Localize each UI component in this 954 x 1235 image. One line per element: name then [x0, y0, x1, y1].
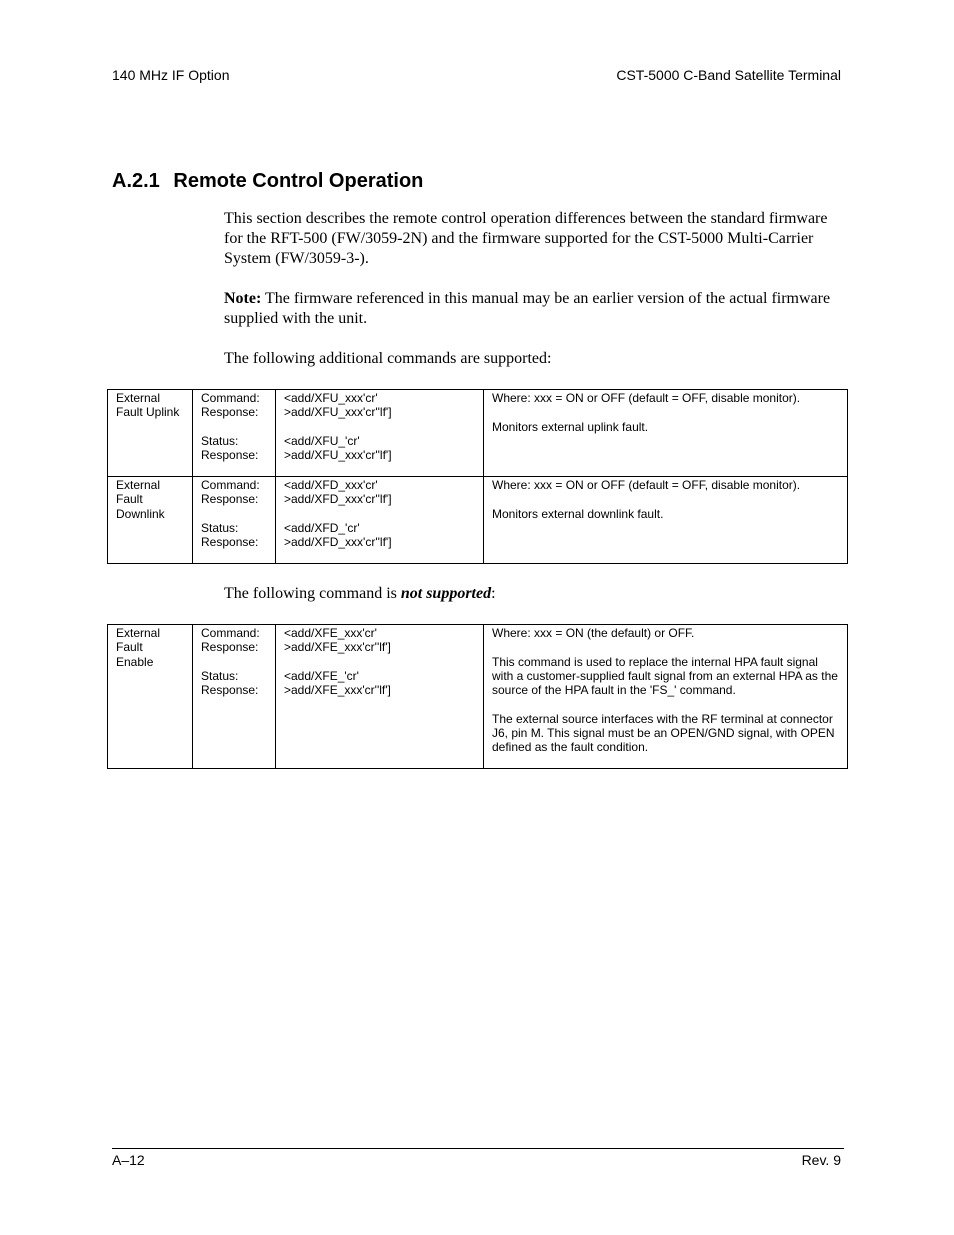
cell-text — [201, 507, 267, 521]
cell-text: >add/XFU_xxx'cr''lf'] — [284, 448, 392, 463]
cell-text: Monitors external downlink fault. — [492, 506, 664, 521]
cell-text: <add/XFE_'cr' — [284, 668, 359, 683]
unsupported-intro-suffix: : — [491, 585, 496, 602]
cell-text: Where: xxx = ON or OFF (default = OFF, disable monitor). — [492, 391, 801, 405]
cell-text: Response: — [201, 683, 259, 698]
cell-text — [201, 655, 267, 669]
cell-text: Status: — [201, 668, 239, 683]
cell-text: >add/XFU_xxx'cr''lf'] — [284, 405, 392, 420]
cell-text — [284, 655, 475, 669]
unsupported-commands-table — [107, 624, 848, 769]
cell-text: The external source interfaces with the RF terminal at connector J6, pin M. This signal must be an OPEN/GND signal, with OPEN defined as the fault condition. — [492, 711, 835, 755]
cell-text — [492, 640, 839, 654]
command-row — [108, 390, 848, 477]
running-header-right: CST-5000 C-Band Satellite Terminal — [616, 67, 841, 83]
cell-text: <add/XFU_xxx'cr' — [284, 391, 378, 405]
cell-text: Command: — [201, 478, 260, 492]
command-name-cell — [108, 477, 193, 564]
command-row — [108, 477, 848, 564]
cell-text — [492, 697, 839, 711]
command-syntax-cell — [276, 625, 484, 769]
note-label: Note: — [224, 290, 262, 307]
cell-text: Response: — [201, 640, 259, 655]
cell-text: Status: — [201, 433, 239, 448]
command-labels-cell — [193, 625, 276, 769]
cell-text: Where: xxx = ON or OFF (default = OFF, disable monitor). — [492, 478, 801, 492]
command-syntax-cell — [276, 477, 484, 564]
cell-text: External — [116, 391, 161, 405]
cell-text: Fault — [116, 492, 143, 507]
unsupported-intro — [224, 584, 844, 604]
cell-text: External — [116, 626, 161, 640]
command-description-cell — [484, 477, 848, 564]
cell-text: <add/XFD_'cr' — [284, 520, 360, 535]
cell-text: External — [116, 478, 161, 492]
cell-text: Where: xxx = ON (the default) or OFF. — [492, 626, 695, 640]
section-title: Remote Control Operation — [173, 170, 424, 192]
cell-text — [284, 420, 475, 434]
cell-text: Fault Uplink — [116, 405, 180, 420]
cell-text: Response: — [201, 405, 259, 420]
command-description-cell — [484, 625, 848, 769]
cell-text: >add/XFD_xxx'cr''lf'] — [284, 492, 392, 507]
note-paragraph — [224, 289, 844, 329]
command-name-cell — [108, 625, 193, 769]
command-name-cell — [108, 390, 193, 477]
supported-commands-table — [107, 389, 848, 564]
cell-text: Response: — [201, 448, 259, 463]
footer-rule — [112, 1148, 844, 1149]
cell-text: Response: — [201, 492, 259, 507]
note-text: The firmware referenced in this manual may be an earlier version of the actual firmware supplied with the unit. — [224, 290, 831, 327]
cell-text: Enable — [116, 654, 154, 669]
intro-paragraph: This section describes the remote control operation differences between the standard firmware for the RFT-500 (FW/3059-2N) and the firmware supported for the CST-5000 Multi-Carrier System (FW/3059-3-). — [224, 210, 828, 267]
running-header-left: 140 MHz IF Option — [112, 67, 230, 83]
command-row — [108, 625, 848, 769]
cell-text: >add/XFE_xxx'cr''lf'] — [284, 640, 391, 655]
command-syntax-cell — [276, 390, 484, 477]
cell-text: Downlink — [116, 506, 165, 521]
cell-text: <add/XFE_xxx'cr' — [284, 626, 377, 640]
cell-text: Fault — [116, 640, 143, 655]
cell-text: >add/XFE_xxx'cr''lf'] — [284, 683, 391, 698]
cell-text — [284, 507, 475, 521]
cell-text: Status: — [201, 520, 239, 535]
cell-text: Response: — [201, 535, 259, 550]
cell-text: <add/XFU_'cr' — [284, 433, 360, 448]
section-heading — [112, 170, 423, 193]
cell-text: Command: — [201, 391, 260, 405]
command-description-cell — [484, 390, 848, 477]
cell-text: This command is used to replace the internal HPA fault signal with a customer-supplied fault signal from an external HPA as the source of the HPA fault in the 'FS_' command. — [492, 654, 838, 698]
cell-text: >add/XFD_xxx'cr''lf'] — [284, 535, 392, 550]
unsupported-emphasis: not supported — [400, 585, 492, 602]
revision: Rev. 9 — [801, 1152, 841, 1168]
cell-text — [492, 405, 839, 419]
supported-intro: The following additional commands are supported: — [224, 350, 552, 367]
cell-text — [492, 492, 839, 506]
cell-text: <add/XFD_xxx'cr' — [284, 478, 378, 492]
command-labels-cell — [193, 477, 276, 564]
cell-text — [201, 420, 267, 434]
section-number: A.2.1 — [112, 170, 160, 192]
command-labels-cell — [193, 390, 276, 477]
cell-text: Command: — [201, 626, 260, 640]
page-number: A–12 — [112, 1152, 145, 1168]
cell-text: Monitors external uplink fault. — [492, 419, 649, 434]
unsupported-intro-prefix: The following command is — [224, 585, 401, 602]
